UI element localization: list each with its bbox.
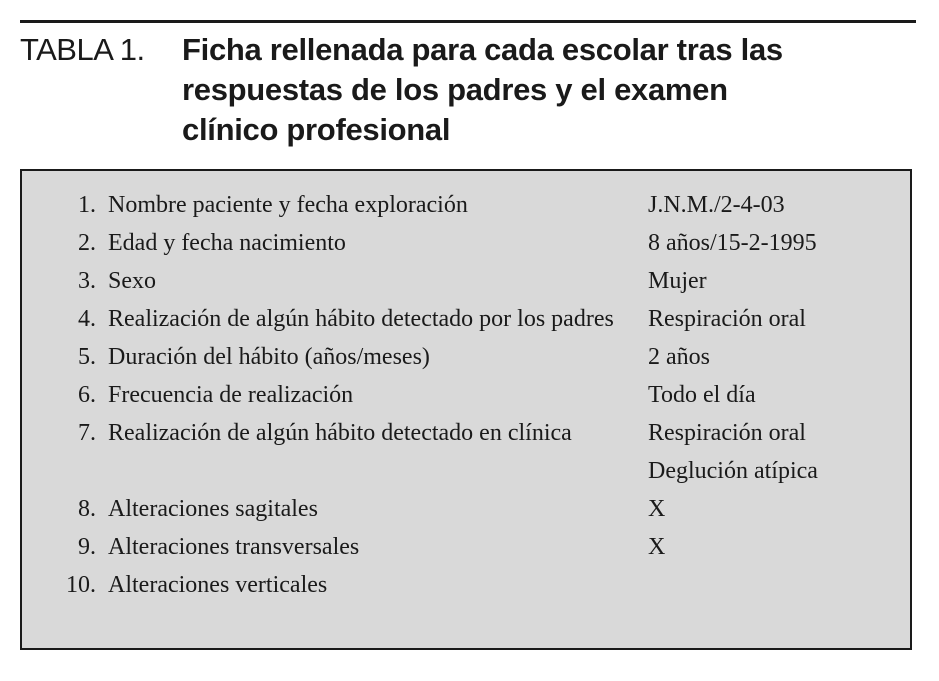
row-value: Mujer	[648, 268, 707, 294]
row-field: Duración del hábito (años/meses)	[108, 344, 430, 370]
table-row	[22, 490, 910, 528]
row-field: Alteraciones transversales	[108, 534, 360, 560]
top-rule	[20, 20, 916, 23]
table-row	[22, 262, 910, 300]
table-row	[22, 376, 910, 414]
table-row	[22, 566, 910, 604]
row-value: 2 años	[648, 344, 710, 370]
row-value: J.N.M./2-4-03	[648, 192, 785, 218]
row-value: X	[648, 496, 666, 522]
row-field: Edad y fecha nacimiento	[108, 230, 346, 256]
row-number: 2.	[78, 230, 96, 256]
table-caption	[20, 30, 916, 150]
row-field: Sexo	[108, 268, 156, 294]
row-number: 9.	[78, 534, 96, 560]
caption-title: Ficha rellenada para cada escolar tras las respuestas de los padres y el examen clínico profesional	[182, 32, 783, 147]
row-field: Realización de algún hábito detectado en clínica	[108, 420, 572, 446]
table-row	[22, 300, 910, 338]
row-value: 8 años/15-2-1995	[648, 230, 817, 256]
caption-label: TABLA 1.	[20, 32, 145, 67]
row-field: Nombre paciente y fecha exploración	[108, 192, 468, 218]
row-value: Respiración oral	[648, 306, 806, 332]
row-number: 10.	[66, 572, 96, 598]
table-row	[22, 186, 910, 224]
row-field: Realización de algún hábito detectado por los padres	[108, 306, 614, 332]
table-row	[22, 528, 910, 566]
table-row	[22, 338, 910, 376]
row-number: 1.	[78, 192, 96, 218]
row-number: 8.	[78, 496, 96, 522]
row-field: Alteraciones sagitales	[108, 496, 318, 522]
row-number: 6.	[78, 382, 96, 408]
row-value: X	[648, 534, 666, 560]
row-field: Frecuencia de realización	[108, 382, 354, 408]
row-value	[648, 566, 910, 604]
row-number: 5.	[78, 344, 96, 370]
data-table	[20, 169, 912, 650]
table-row	[22, 224, 910, 262]
table-rows	[22, 186, 910, 604]
row-value: Todo el día	[648, 382, 756, 408]
row-field: Alteraciones verticales	[108, 572, 328, 598]
table-row	[22, 414, 910, 490]
row-value: Respiración oral Deglución atípica	[648, 420, 818, 484]
row-number: 3.	[78, 268, 96, 294]
row-number: 4.	[78, 306, 96, 332]
row-number: 7.	[78, 420, 96, 446]
